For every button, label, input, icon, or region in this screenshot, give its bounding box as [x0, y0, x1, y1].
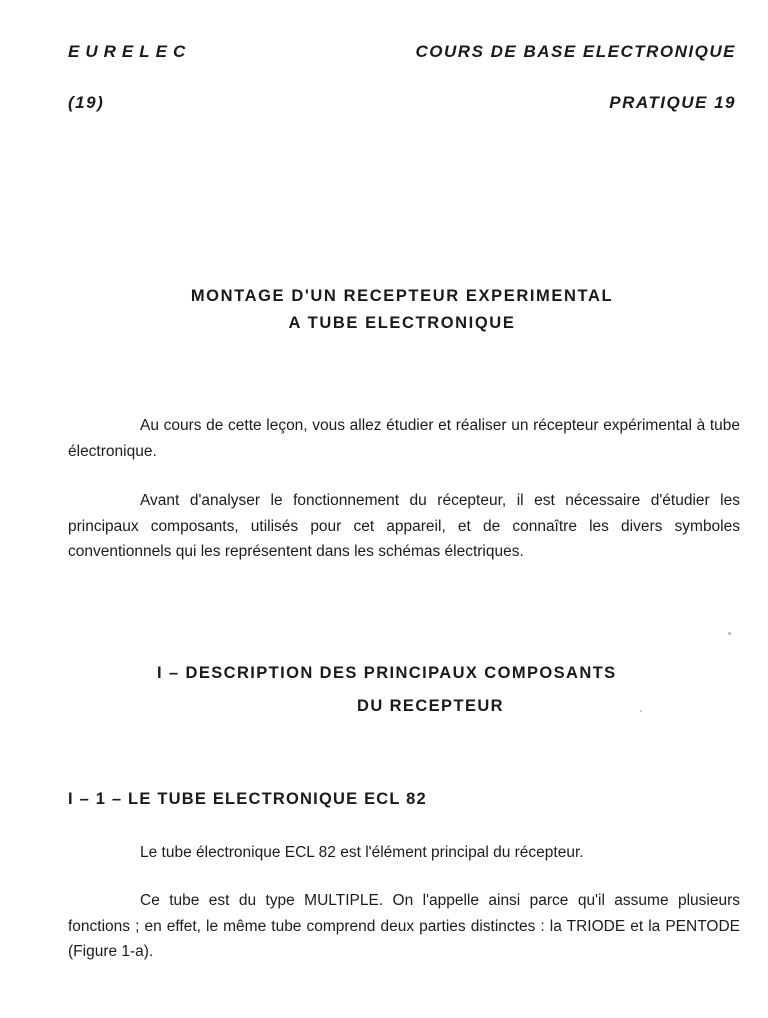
body-paragraph-2 — [68, 888, 740, 965]
intro-paragraph-2-text: Avant d'analyser le fonctionnement du récepteur, il est nécessaire d'étudier les principaux composants, utilisés pour cet appareil, et de connaître les divers symboles conventionnels qui les représentent dans les schémas électriques. — [68, 492, 740, 560]
scan-speck — [640, 710, 642, 712]
body-paragraph-2-text: Ce tube est du type MULTIPLE. On l'appelle ainsi parce qu'il assume plusieurs fonctions ; en effet, le même tube comprend deux parties distinctes : la TRIODE et la PENTODE (Figure 1-a). — [68, 892, 740, 960]
header-course-title: COURS DE BASE ELECTRONIQUE — [415, 42, 736, 61]
subsection-title: I – 1 – LE TUBE ELECTRONIQUE ECL 82 — [68, 790, 427, 808]
intro-paragraph-1-text: Au cours de cette leçon, vous allez étudier et réaliser un récepteur expérimental à tube électronique. — [68, 417, 740, 460]
header-lesson-number: (19) — [68, 93, 105, 112]
body-paragraph-1 — [68, 840, 740, 866]
body-paragraph-1-text: Le tube électronique ECL 82 est l'élément principal du récepteur. — [140, 844, 584, 861]
section-title-line2: DU RECEPTEUR — [357, 697, 504, 715]
page-title-line2: A TUBE ELECTRONIQUE — [288, 314, 516, 332]
intro-paragraph-1 — [68, 413, 740, 464]
scan-speck — [728, 632, 731, 635]
page-title-line1: MONTAGE D'UN RECEPTEUR EXPERIMENTAL — [190, 287, 614, 305]
header-practice-label: PRATIQUE 19 — [609, 93, 736, 112]
section-title-line1: I – DESCRIPTION DES PRINCIPAUX COMPOSANTS — [157, 664, 617, 682]
intro-paragraph-2 — [68, 488, 740, 565]
header-brand: EURELEC — [68, 42, 192, 61]
